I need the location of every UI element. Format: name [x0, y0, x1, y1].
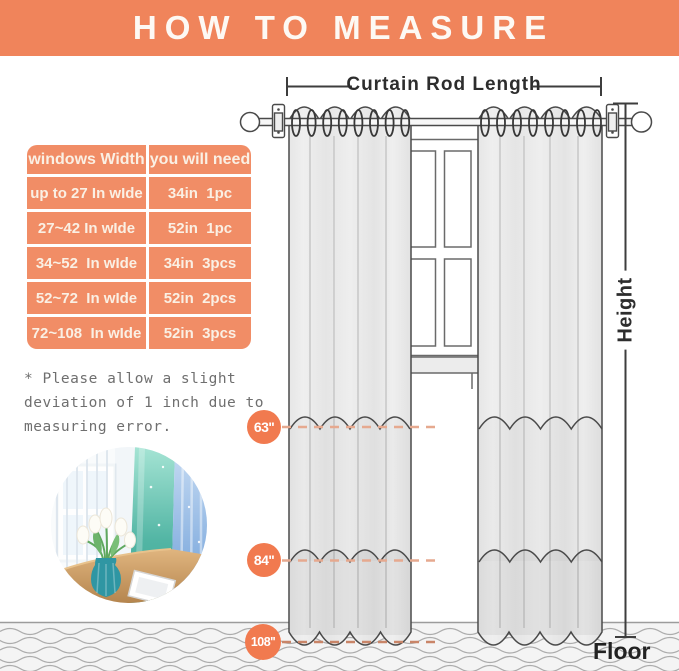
- deviation-note: [24, 367, 264, 439]
- table-cell-need: 52in 3pcs: [149, 317, 251, 349]
- length-badge-108: 108'': [245, 624, 281, 660]
- table-cell-need: 34in 1pc: [149, 177, 251, 209]
- table-cell-width: up to 27 In wIde: [27, 177, 146, 209]
- table-cell-width: 27~42 In wIde: [27, 212, 146, 244]
- header-banner: [0, 0, 679, 56]
- page-title: HOW TO MEASURE: [132, 9, 555, 46]
- table-cell-need: 52in 1pc: [149, 212, 251, 244]
- right-curtain-panel: [478, 107, 602, 645]
- length-badge-84: 84'': [247, 543, 281, 577]
- left-curtain-panel: [289, 107, 411, 645]
- table-cell-need: 34in 3pcs: [149, 247, 251, 279]
- room-photo: [51, 447, 207, 603]
- table-cell-width: 72~108 In wIde: [27, 317, 146, 349]
- table-cell-width: 52~72 In wIde: [27, 282, 146, 314]
- note-line: deviation of 1 inch due to: [24, 395, 264, 411]
- table-cell-need: 52in 2pcs: [149, 282, 251, 314]
- note-line: * Please allow a slight: [24, 371, 237, 387]
- note-line: measuring error.: [24, 419, 172, 435]
- floor-label: Floor: [593, 638, 651, 664]
- height-label: Height: [613, 270, 640, 349]
- rod-length-label: Curtain Rod Length: [346, 74, 542, 95]
- size-table: [27, 145, 251, 349]
- height-dimension-line: [613, 104, 638, 638]
- table-header-need: you will need: [149, 145, 251, 174]
- length-badge-63: 63'': [247, 410, 281, 444]
- table-cell-width: 34~52 In wIde: [27, 247, 146, 279]
- table-header-width: windows Width: [27, 145, 146, 174]
